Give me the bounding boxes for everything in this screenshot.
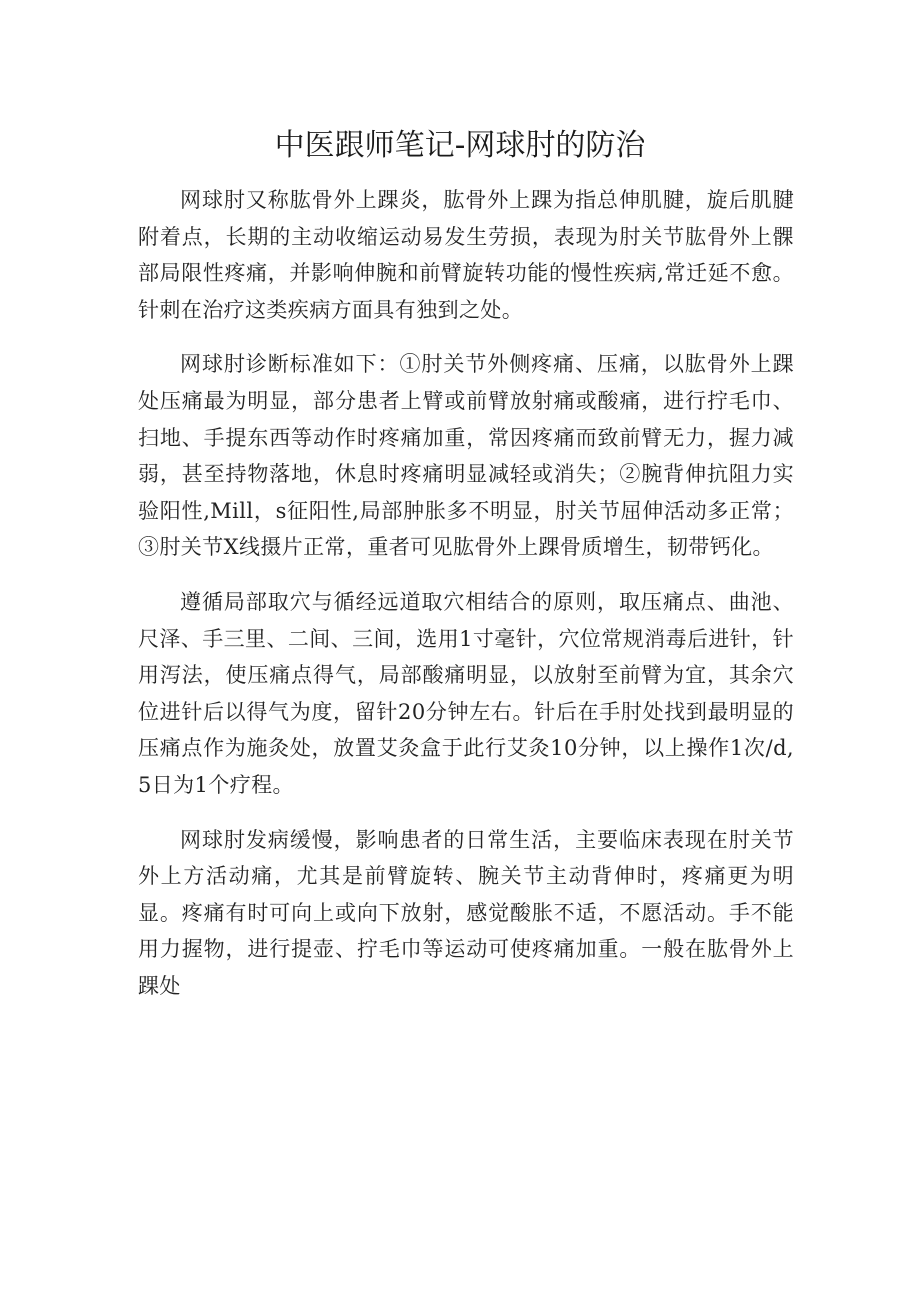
paragraph-symptoms: 网球肘发病缓慢，影响患者的日常生活，主要临床表现在肘关节外上方活动痛，尤其是前臂旋转、腕关节主动背伸时，疼痛更为明显。疼痛有时可向上或向下放射，感觉酸胀不适，不愿活动。手不能用力握物，进行提壶、拧毛巾等运动可使疼痛加重。一般在肱骨外上踝处	[138, 827, 794, 998]
paragraph-definition: 网球肘又称肱骨外上踝炎，肱骨外上踝为指总伸肌腱，旋后肌腱附着点，长期的主动收缩运动易发生劳损，表现为肘关节肱骨外上髁部局限性疼痛，并影响伸腕和前臂旋转功能的慢性疾病,常迁延不愈。针刺在治疗这类疾病方面具有独到之处。	[138, 188, 794, 322]
paragraph-diagnosis: 网球肘诊断标准如下：①肘关节外侧疼痛、压痛，以肱骨外上踝处压痛最为明显，部分患者上臂或前臂放射痛或酸痛，进行拧毛巾、扫地、手提东西等动作时疼痛加重，常因疼痛而致前臂无力，握力减弱，甚至持物落地，休息时疼痛明显减轻或消失；②腕背伸抗阻力实验阳性,Mill，s征阳性,局部肿胀多不明显，肘关节屈伸活动多正常；③肘关节X线摄片正常，重者可见肱骨外上踝骨质增生，韧带钙化。	[138, 352, 794, 560]
paragraph-treatment: 遵循局部取穴与循经远道取穴相结合的原则，取压痛点、曲池、尺泽、手三里、二间、三间，选用1寸毫针，穴位常规消毒后进针，针用泻法，使压痛点得气，局部酸痛明显，以放射至前臂为宜，其余穴位进针后以得气为度，留针20分钟左右。针后在手肘处找到最明显的压痛点作为施灸处，放置艾灸盒于此行艾灸10分钟，以上操作1次/d,5日为1个疗程。	[138, 589, 794, 797]
page-title: 中医跟师笔记-网球肘的防治	[274, 128, 646, 163]
document-body	[138, 182, 794, 1022]
